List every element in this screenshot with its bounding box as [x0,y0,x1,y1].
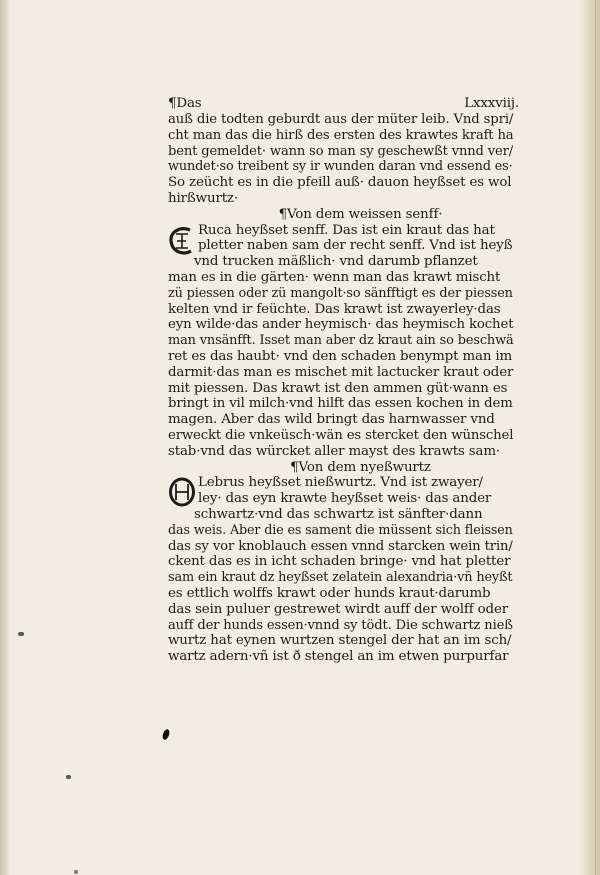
paper-speck [18,632,24,636]
text-line: darmit·das man es mischet mit lactucker kraut oder [168,364,514,380]
text-line: man es in die gärten· wenn man das krawt mischt [168,269,501,285]
text-line: das weis. Aber die es sament die müssent sich fleissen [168,522,513,538]
intro-paragraph [168,112,513,207]
text-line: So zeücht es in die pfeill auß· dauon heyßset es wol [168,175,512,191]
text-line: ley· das eyn krawte heyßset weis· das ander [198,491,492,507]
text-line: cht man das die hirß des ersten des krawtes kraft ha [168,127,514,143]
text-line: auß die todten geburdt aus der müter leib. Vnd spri/ [168,112,514,127]
text-block [168,96,519,665]
page-gutter-shadow [0,0,10,875]
paragraph-mark-icon: ¶Das [168,96,202,111]
text-line: zü piessen oder zü mangolt·so sänfftigt es der piessen [168,285,513,301]
text-line: das sein puluer gestrewet wirdt auff der wolff oder [168,601,508,617]
text-line: wartz adern·vñ ist ð stengel an im etwen purpurfar [168,649,509,665]
text-line: bent gemeldet· wann so man sy geschewßt vnnd ver/ [168,143,513,159]
text-line: stab·vnd das würcket aller mayst des krawts sam· [168,443,501,459]
ink-blot [161,728,170,740]
paper-speck [66,775,71,779]
text-line: kelten vnd ir feüchte. Das krawt ist zwayerley·das [168,301,501,317]
text-line: es ettlich wolffs krawt oder hunds kraut·darumb [168,585,491,601]
text-line: eyn wilde·das ander heymisch· das heymisch kochet [168,317,514,333]
paper-speck [74,870,78,874]
text-line: erweckt die vnkeüsch·wän es stercket den wünschel [168,427,514,443]
section-heading: ¶Von dem nyeßwurtz [290,459,431,475]
text-line: mit piessen. Das krawt ist den ammen güt·wann es [168,380,508,396]
text-line: man vnsänfft. Isset man aber dz kraut ain so beschwä [168,333,514,349]
section-paragraph [168,223,513,460]
text-line: vnd trucken mäßlich· vnd darumb pflanzet [194,254,478,270]
text-line: wundet·so treibent sy ir wunden daran vnd essend es· [168,159,513,175]
text-line: Ruca heyßset senff. Das ist ein kraut das hat [198,222,495,238]
text-line: auff der hunds essen·vnnd sy tödt. Die schwartz nieß [168,617,513,633]
section-heading: ¶Von dem weissen senff· [278,206,443,222]
text-line: sam ein kraut dz heyßset zelatein alexandria·vñ heyßt [168,570,513,586]
text-line: Lebrus heyßset nießwurtz. Vnd ist zwayer/ [198,475,483,491]
initial-e-icon [168,226,196,256]
text-line: magen. Aber das wild bringt das harnwasser vnd [168,412,495,428]
text-line: bringt in vil milch·vnd hilft das essen kochen in dem [168,396,513,412]
text-line: wurtz hat eynen wurtzen stengel der hat an im sch/ [168,633,512,649]
text-line: ckent das es in icht schaden bringe· vnd hat pletter [168,554,511,570]
text-line: pletter naben sam der recht senff. Vnd ist heyß [198,238,513,254]
running-head [168,96,519,112]
initial-h-icon [168,477,196,507]
text-line: schwartz·vnd das schwartz ist sänfter·dann [194,506,483,522]
folio-number: Lxxxviij. [464,96,519,111]
text-line: ret es das haubt· vnd den schaden benympt man im [168,348,513,364]
text-line: hirßwurtz· [168,190,238,206]
section-paragraph [168,475,513,665]
running-head-left: Das [176,96,202,111]
text-line: das sy vor knoblauch essen vnnd starcken wein trin/ [168,538,513,554]
page-fore-edge [578,0,600,875]
